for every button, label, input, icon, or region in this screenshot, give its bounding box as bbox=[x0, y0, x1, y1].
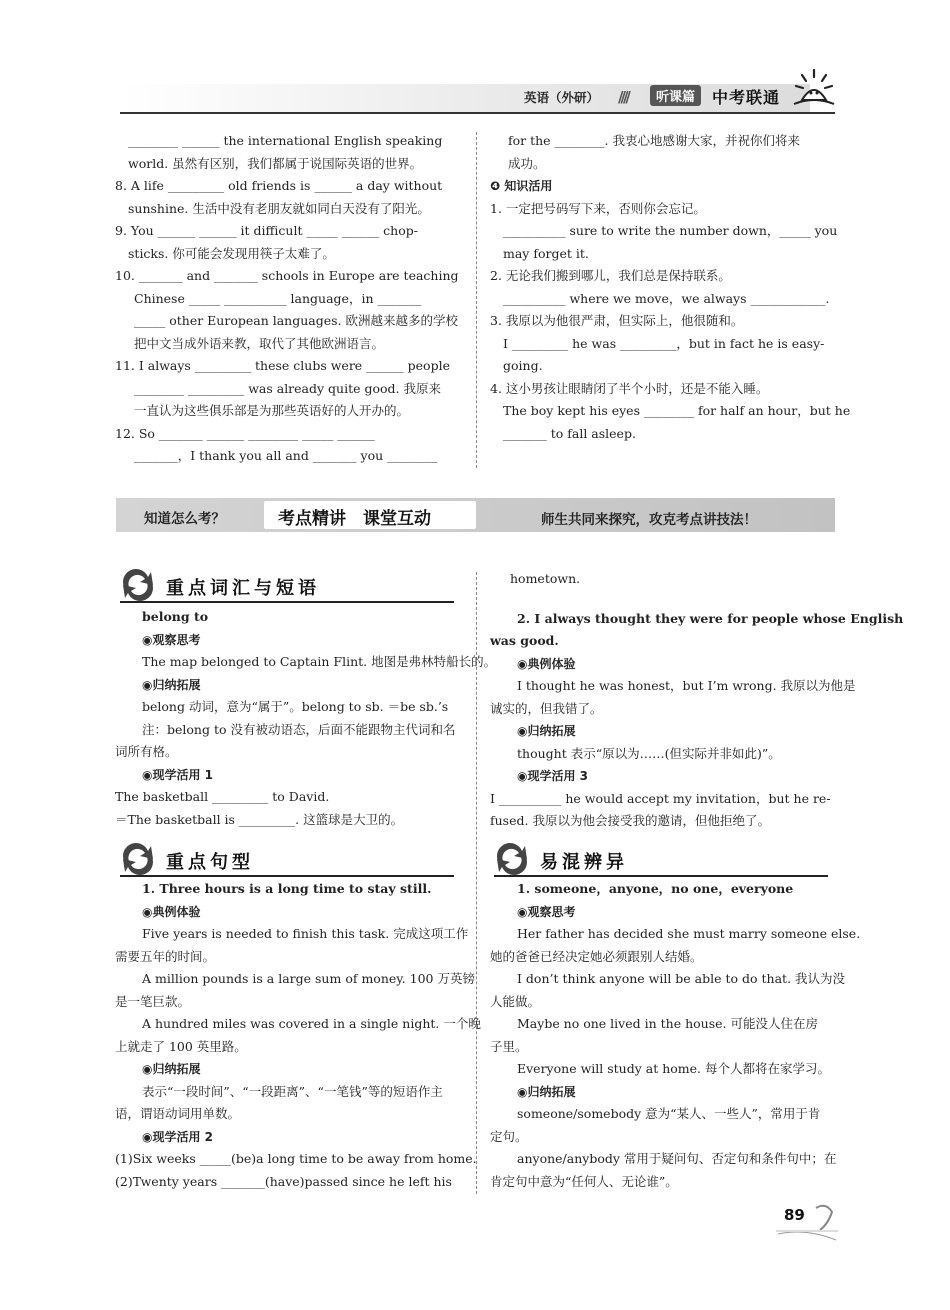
header-brand: 中考联通 bbox=[712, 88, 781, 107]
example-label: ◉典例体验 bbox=[142, 904, 201, 919]
text-line: for the ________. 我衷心地感谢大家，并祝你们将来 bbox=[508, 133, 800, 148]
text-line: I thought he was honest，but I’m wrong. 我原以为他是 bbox=[517, 678, 856, 693]
text-line: I __________ he would accept my invitation，but he re- bbox=[490, 790, 831, 806]
summary-label: ◉归纳拓展 bbox=[142, 1062, 201, 1076]
text-line: 8. A life _________ old friends is ______ a day without bbox=[115, 178, 443, 193]
practice-label: ◉现学活用 2 bbox=[142, 1129, 213, 1144]
sun-logo-icon bbox=[792, 66, 836, 108]
sentence-title-cont: was good. bbox=[490, 633, 559, 648]
text-line: thought 表示“原以为……(但实际并非如此)”。 bbox=[517, 745, 781, 761]
section-underline bbox=[120, 601, 454, 603]
observe-think-label: ◉观察思考 bbox=[517, 904, 576, 919]
text-line: The boy kept his eyes ________ for half an hour，but he bbox=[503, 403, 851, 418]
text-line: ________ ______ the international English speaking bbox=[128, 133, 443, 148]
text-line: hometown. bbox=[510, 571, 581, 586]
confusion-title: 1. someone，anyone，no one，everyone bbox=[517, 881, 794, 896]
refresh-arrows-icon bbox=[120, 568, 156, 602]
vocab-block bbox=[115, 606, 497, 831]
section-vocab-title: 重点词汇与短语 bbox=[166, 578, 320, 599]
banner-right-text: 师生共同来探究，攻克考点讲技法！ bbox=[541, 512, 757, 528]
header-rule bbox=[120, 112, 835, 114]
sentence-block bbox=[115, 878, 481, 1193]
banner-center-box bbox=[264, 501, 476, 529]
observe-think-label: ◉观察思考 bbox=[142, 632, 201, 647]
text-line: (2)Twenty years _______(have)passed since he left his bbox=[115, 1173, 452, 1189]
text-line: belong 动词，意为“属于”。belong to sb. ＝be sb.’s bbox=[142, 699, 449, 714]
text-line: 把中文当成外语来教，取代了其他欧洲语言。 bbox=[134, 335, 385, 351]
text-line: 1. 一定把号码写下来，否则你会忘记。 bbox=[490, 200, 706, 216]
practice-label: ◉现学活用 1 bbox=[142, 767, 213, 782]
text-line: 人能做。 bbox=[490, 993, 541, 1009]
text-line: 诚实的，但我错了。 bbox=[490, 700, 603, 716]
text-line: someone/somebody 意为“某人、一些人”，常用于肯 bbox=[517, 1106, 821, 1121]
text-line: Everyone will study at home. 每个人都将在家学习。 bbox=[517, 1061, 830, 1076]
vocab-term: belong to bbox=[142, 609, 209, 624]
text-line: going. bbox=[503, 358, 543, 373]
section-sentence-title: 重点句型 bbox=[166, 852, 254, 873]
text-line: The basketball _________ to David. bbox=[115, 789, 330, 804]
text-line: 注：belong to 没有被动语态，后面不能跟物主代词和名 bbox=[142, 721, 456, 737]
text-line: sunshine. 生活中没有老朋友就如同白天没有了阳光。 bbox=[128, 200, 430, 216]
text-line: I don’t think anyone will be able to do that. 我认为没 bbox=[517, 971, 846, 986]
text-line: A million pounds is a large sum of money. 100 万英镑 bbox=[142, 971, 475, 986]
summary-label: ◉归纳拓展 bbox=[142, 677, 201, 692]
sentence-title: 2. I always thought they were for people whose English bbox=[517, 610, 904, 626]
text-line: __________ where we move，we always ____________. bbox=[503, 290, 830, 306]
text-line: 成功。 bbox=[508, 155, 546, 171]
summary-label: ◉归纳拓展 bbox=[517, 724, 576, 738]
confusion-block bbox=[490, 878, 861, 1193]
section-sentence-header bbox=[118, 844, 454, 878]
top-column-divider bbox=[476, 132, 477, 468]
text-line: I _________ he was _________，but in fact he is easy- bbox=[503, 335, 825, 351]
text-line: fused. 我原以为他会接受我的邀请，但他拒绝了。 bbox=[490, 813, 770, 828]
refresh-arrows-icon bbox=[494, 842, 530, 876]
text-line: (1)Six weeks _____(be)a long time to be away from home. bbox=[115, 1151, 477, 1166]
text-line: ________ _________ was already quite good. 我原来 bbox=[134, 380, 441, 396]
section-confusion-header bbox=[492, 844, 828, 878]
text-line: 12. So _______ ______ ________ _____ ______ bbox=[115, 425, 375, 441]
text-line: 肯定句中意为“任何人、无论谁”。 bbox=[490, 1173, 678, 1189]
practice-label: ◉现学活用 3 bbox=[517, 769, 588, 783]
text-line: 是一笔巨款。 bbox=[115, 993, 191, 1009]
header-subject: 英语（外研） bbox=[524, 90, 600, 105]
text-line: 语，谓语动词用单数。 bbox=[115, 1106, 241, 1121]
section-banner bbox=[116, 498, 835, 532]
page-header bbox=[120, 72, 835, 114]
top-left-column bbox=[115, 130, 465, 468]
sentence-title: 1. Three hours is a long time to stay still. bbox=[142, 881, 432, 896]
text-line: 10. _______ and _______ schools in Europe are teaching bbox=[115, 268, 459, 283]
text-line: The map belonged to Captain Flint. 地图是弗林特船长的。 bbox=[142, 654, 497, 669]
section-confusion-title: 易混辨异 bbox=[540, 852, 628, 873]
text-line: 词所有格。 bbox=[115, 744, 178, 759]
text-line: _______ to fall asleep. bbox=[503, 425, 636, 441]
text-line: 表示“一段时间”、“一段距离”、“一笔钱”等的短语作主 bbox=[142, 1083, 443, 1099]
slash-stripes-icon: //// bbox=[618, 88, 628, 106]
text-line: Her father has decided she must marry someone else. bbox=[517, 926, 861, 941]
bottom-right-block bbox=[490, 568, 904, 833]
section-underline bbox=[120, 875, 454, 877]
text-line: __________ sure to write the number down，_____ you bbox=[503, 223, 838, 238]
text-line: _______，I thank you all and _______ you ________ bbox=[134, 448, 438, 463]
text-line: 需要五年的时间。 bbox=[115, 948, 216, 964]
text-line: anyone/anybody 常用于疑问句、否定句和条件句中；在 bbox=[517, 1151, 837, 1166]
text-line: A hundred miles was covered in a single night. 一个晚 bbox=[142, 1016, 481, 1031]
text-line: Five years is needed to finish this task. 完成这项工作 bbox=[142, 926, 469, 941]
text-line: 2. 无论我们搬到哪儿，我们总是保持联系。 bbox=[490, 268, 731, 283]
header-band bbox=[120, 84, 810, 112]
text-line: 子里。 bbox=[490, 1038, 528, 1054]
text-line: ＝The basketball is _________. 这篮球是大卫的。 bbox=[115, 811, 404, 827]
top-right-column bbox=[490, 130, 851, 445]
page-number-badge bbox=[776, 1200, 838, 1244]
knowledge-use-heading: ❹ 知识活用 bbox=[490, 179, 553, 193]
banner-center-text: 考点精讲 课堂互动 bbox=[278, 509, 431, 529]
text-line: Maybe no one lived in the house. 可能没人住在房 bbox=[517, 1016, 818, 1031]
text-line: 她的爸爸已经决定她必须跟别人结婚。 bbox=[490, 948, 703, 964]
refresh-arrows-icon bbox=[120, 842, 156, 876]
section-underline bbox=[494, 875, 828, 877]
banner-left-text: 知道怎么考？ bbox=[144, 511, 225, 527]
text-line: may forget it. bbox=[503, 245, 589, 261]
page-number: 89 bbox=[784, 1206, 805, 1224]
text-line: 定句。 bbox=[490, 1128, 528, 1144]
text-line: sticks. 你可能会发现用筷子太难了。 bbox=[128, 245, 335, 261]
text-line: 4. 这小男孩让眼睛闭了半个小时，还是不能入睡。 bbox=[490, 380, 769, 396]
text-line: Chinese _____ __________ language，in _______ bbox=[134, 290, 422, 306]
header-edition: 听课篇 bbox=[650, 85, 701, 106]
text-line: 上就走了 100 英里路。 bbox=[115, 1038, 247, 1054]
text-line: 9. You ______ ______ it difficult _____ ______ chop- bbox=[115, 223, 418, 238]
summary-label: ◉归纳拓展 bbox=[517, 1084, 576, 1099]
text-line: 一直认为这些俱乐部是为那些英语好的人开办的。 bbox=[134, 403, 410, 418]
example-label: ◉典例体验 bbox=[517, 656, 576, 671]
text-line: world. 虽然有区别，我们都属于说国际英语的世界。 bbox=[128, 155, 423, 171]
text-line: 11. I always _________ these clubs were ______ people bbox=[115, 358, 450, 373]
section-vocab-header bbox=[118, 570, 454, 604]
text-line: _____ other European languages. 欧洲越来越多的学校 bbox=[134, 313, 458, 328]
text-line: 3. 我原以为他很严肃，但实际上，他很随和。 bbox=[490, 313, 744, 328]
